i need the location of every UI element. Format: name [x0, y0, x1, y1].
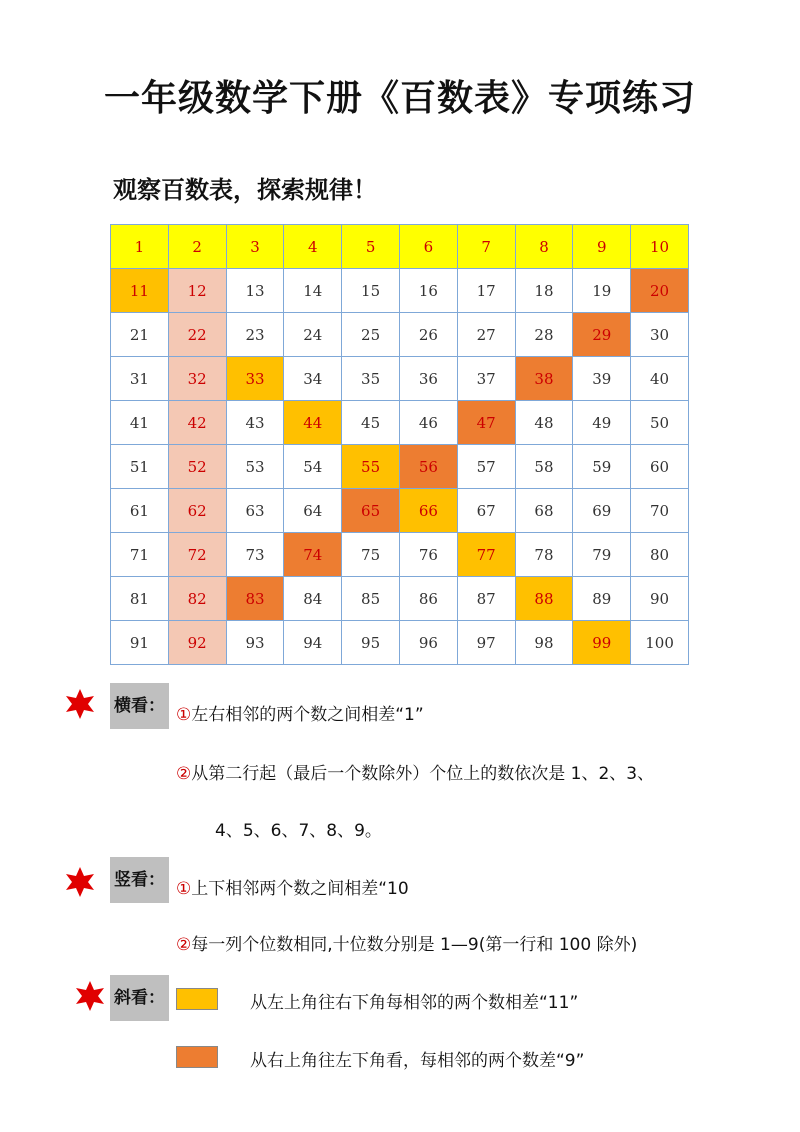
table-cell: 40 [631, 357, 689, 401]
table-cell: 18 [515, 269, 573, 313]
table-cell: 69 [573, 489, 631, 533]
table-cell: 42 [168, 401, 226, 445]
table-cell: 23 [226, 313, 284, 357]
table-cell: 28 [515, 313, 573, 357]
diagonal-rule-2: 从右上角往左下角看，每相邻的两个数差“9” [250, 1051, 585, 1071]
table-cell: 51 [111, 445, 169, 489]
table-cell: 80 [631, 533, 689, 577]
main-diagonal-swatch [176, 988, 218, 1010]
table-row [111, 577, 689, 621]
table-cell: 32 [168, 357, 226, 401]
table-cell: 95 [342, 621, 400, 665]
star-icon [74, 980, 106, 1012]
table-cell: 70 [631, 489, 689, 533]
table-cell: 21 [111, 313, 169, 357]
table-cell: 68 [515, 489, 573, 533]
table-cell: 35 [342, 357, 400, 401]
table-cell: 1 [111, 225, 169, 269]
vertical-tag: 竖看： [110, 857, 169, 903]
table-cell: 85 [342, 577, 400, 621]
table-cell: 81 [111, 577, 169, 621]
page-title: 一年级数学下册《百数表》专项练习 [103, 78, 696, 119]
table-cell: 15 [342, 269, 400, 313]
table-row [111, 225, 689, 269]
anti-diagonal-swatch [176, 1046, 218, 1068]
table-cell: 62 [168, 489, 226, 533]
marker-1: ① [176, 705, 192, 725]
table-cell: 39 [573, 357, 631, 401]
star-icon [64, 866, 96, 898]
table-cell: 78 [515, 533, 573, 577]
table-cell: 88 [515, 577, 573, 621]
vertical-rule-2 [176, 930, 637, 955]
table-cell: 65 [342, 489, 400, 533]
table-cell: 24 [284, 313, 342, 357]
table-row [111, 401, 689, 445]
table-cell: 49 [573, 401, 631, 445]
table-cell: 59 [573, 445, 631, 489]
table-row [111, 621, 689, 665]
table-cell: 60 [631, 445, 689, 489]
table-cell: 30 [631, 313, 689, 357]
table-cell: 3 [226, 225, 284, 269]
table-cell: 94 [284, 621, 342, 665]
table-cell: 61 [111, 489, 169, 533]
table-cell: 47 [457, 401, 515, 445]
horizontal-rule-2 [176, 759, 654, 784]
marker-2: ② [176, 935, 192, 955]
table-cell: 86 [399, 577, 457, 621]
table-cell: 25 [342, 313, 400, 357]
table-cell: 97 [457, 621, 515, 665]
table-cell: 11 [111, 269, 169, 313]
table-cell: 58 [515, 445, 573, 489]
table-cell: 67 [457, 489, 515, 533]
table-cell: 34 [284, 357, 342, 401]
table-cell: 77 [457, 533, 515, 577]
table-cell: 7 [457, 225, 515, 269]
diagonal-tag: 斜看： [110, 975, 169, 1021]
table-cell: 56 [399, 445, 457, 489]
table-row [111, 489, 689, 533]
table-cell: 43 [226, 401, 284, 445]
table-cell: 66 [399, 489, 457, 533]
table-cell: 53 [226, 445, 284, 489]
table-cell: 19 [573, 269, 631, 313]
table-cell: 89 [573, 577, 631, 621]
table-cell: 13 [226, 269, 284, 313]
table-cell: 2 [168, 225, 226, 269]
table-cell: 14 [284, 269, 342, 313]
table-row [111, 269, 689, 313]
table-cell: 45 [342, 401, 400, 445]
table-cell: 36 [399, 357, 457, 401]
table-cell: 50 [631, 401, 689, 445]
table-cell: 31 [111, 357, 169, 401]
table-cell: 46 [399, 401, 457, 445]
table-cell: 63 [226, 489, 284, 533]
table-cell: 57 [457, 445, 515, 489]
table-cell: 44 [284, 401, 342, 445]
table-row [111, 313, 689, 357]
table-cell: 90 [631, 577, 689, 621]
table-cell: 79 [573, 533, 631, 577]
table-cell: 54 [284, 445, 342, 489]
horizontal-rule-1 [176, 700, 424, 725]
vertical-rule-2-text: 每一列个位数相同,十位数分别是 1—9(第一行和 100 除外) [191, 935, 638, 955]
table-cell: 16 [399, 269, 457, 313]
table-cell: 48 [515, 401, 573, 445]
table-cell: 38 [515, 357, 573, 401]
table-cell: 52 [168, 445, 226, 489]
table-cell: 4 [284, 225, 342, 269]
table-row [111, 533, 689, 577]
table-cell: 75 [342, 533, 400, 577]
table-cell: 93 [226, 621, 284, 665]
table-cell: 92 [168, 621, 226, 665]
table-cell: 26 [399, 313, 457, 357]
table-cell: 9 [573, 225, 631, 269]
marker-2: ② [176, 764, 192, 784]
table-cell: 98 [515, 621, 573, 665]
table-cell: 87 [457, 577, 515, 621]
table-cell: 10 [631, 225, 689, 269]
marker-1: ① [176, 879, 192, 899]
table-cell: 82 [168, 577, 226, 621]
star-icon [64, 688, 96, 720]
table-cell: 84 [284, 577, 342, 621]
table-cell: 6 [399, 225, 457, 269]
vertical-rule-1 [176, 874, 409, 899]
subtitle: 观察百数表，探索规律！ [113, 176, 377, 204]
horizontal-rule-2-continued: 4、5、6、7、8、9。 [215, 821, 382, 841]
horizontal-rule-1-text: 左右相邻的两个数之间相差“1” [191, 705, 424, 725]
table-cell: 17 [457, 269, 515, 313]
table-cell: 72 [168, 533, 226, 577]
table-cell: 8 [515, 225, 573, 269]
table-cell: 91 [111, 621, 169, 665]
table-row [111, 357, 689, 401]
table-cell: 100 [631, 621, 689, 665]
table-cell: 12 [168, 269, 226, 313]
hundred-chart [110, 224, 689, 665]
table-cell: 73 [226, 533, 284, 577]
table-cell: 27 [457, 313, 515, 357]
vertical-rule-1-text: 上下相邻两个数之间相差“10 [191, 879, 409, 899]
table-cell: 74 [284, 533, 342, 577]
table-row [111, 445, 689, 489]
table-cell: 55 [342, 445, 400, 489]
horizontal-rule-2-text: 从第二行起（最后一个数除外）个位上的数依次是 1、2、3、 [191, 764, 655, 784]
table-cell: 71 [111, 533, 169, 577]
horizontal-tag: 横看： [110, 683, 169, 729]
table-cell: 83 [226, 577, 284, 621]
table-cell: 96 [399, 621, 457, 665]
table-cell: 20 [631, 269, 689, 313]
table-cell: 29 [573, 313, 631, 357]
table-cell: 33 [226, 357, 284, 401]
table-cell: 41 [111, 401, 169, 445]
diagonal-rule-1: 从左上角往右下角每相邻的两个数相差“11” [250, 993, 579, 1013]
table-cell: 5 [342, 225, 400, 269]
table-cell: 99 [573, 621, 631, 665]
table-cell: 76 [399, 533, 457, 577]
table-cell: 37 [457, 357, 515, 401]
table-cell: 64 [284, 489, 342, 533]
table-cell: 22 [168, 313, 226, 357]
